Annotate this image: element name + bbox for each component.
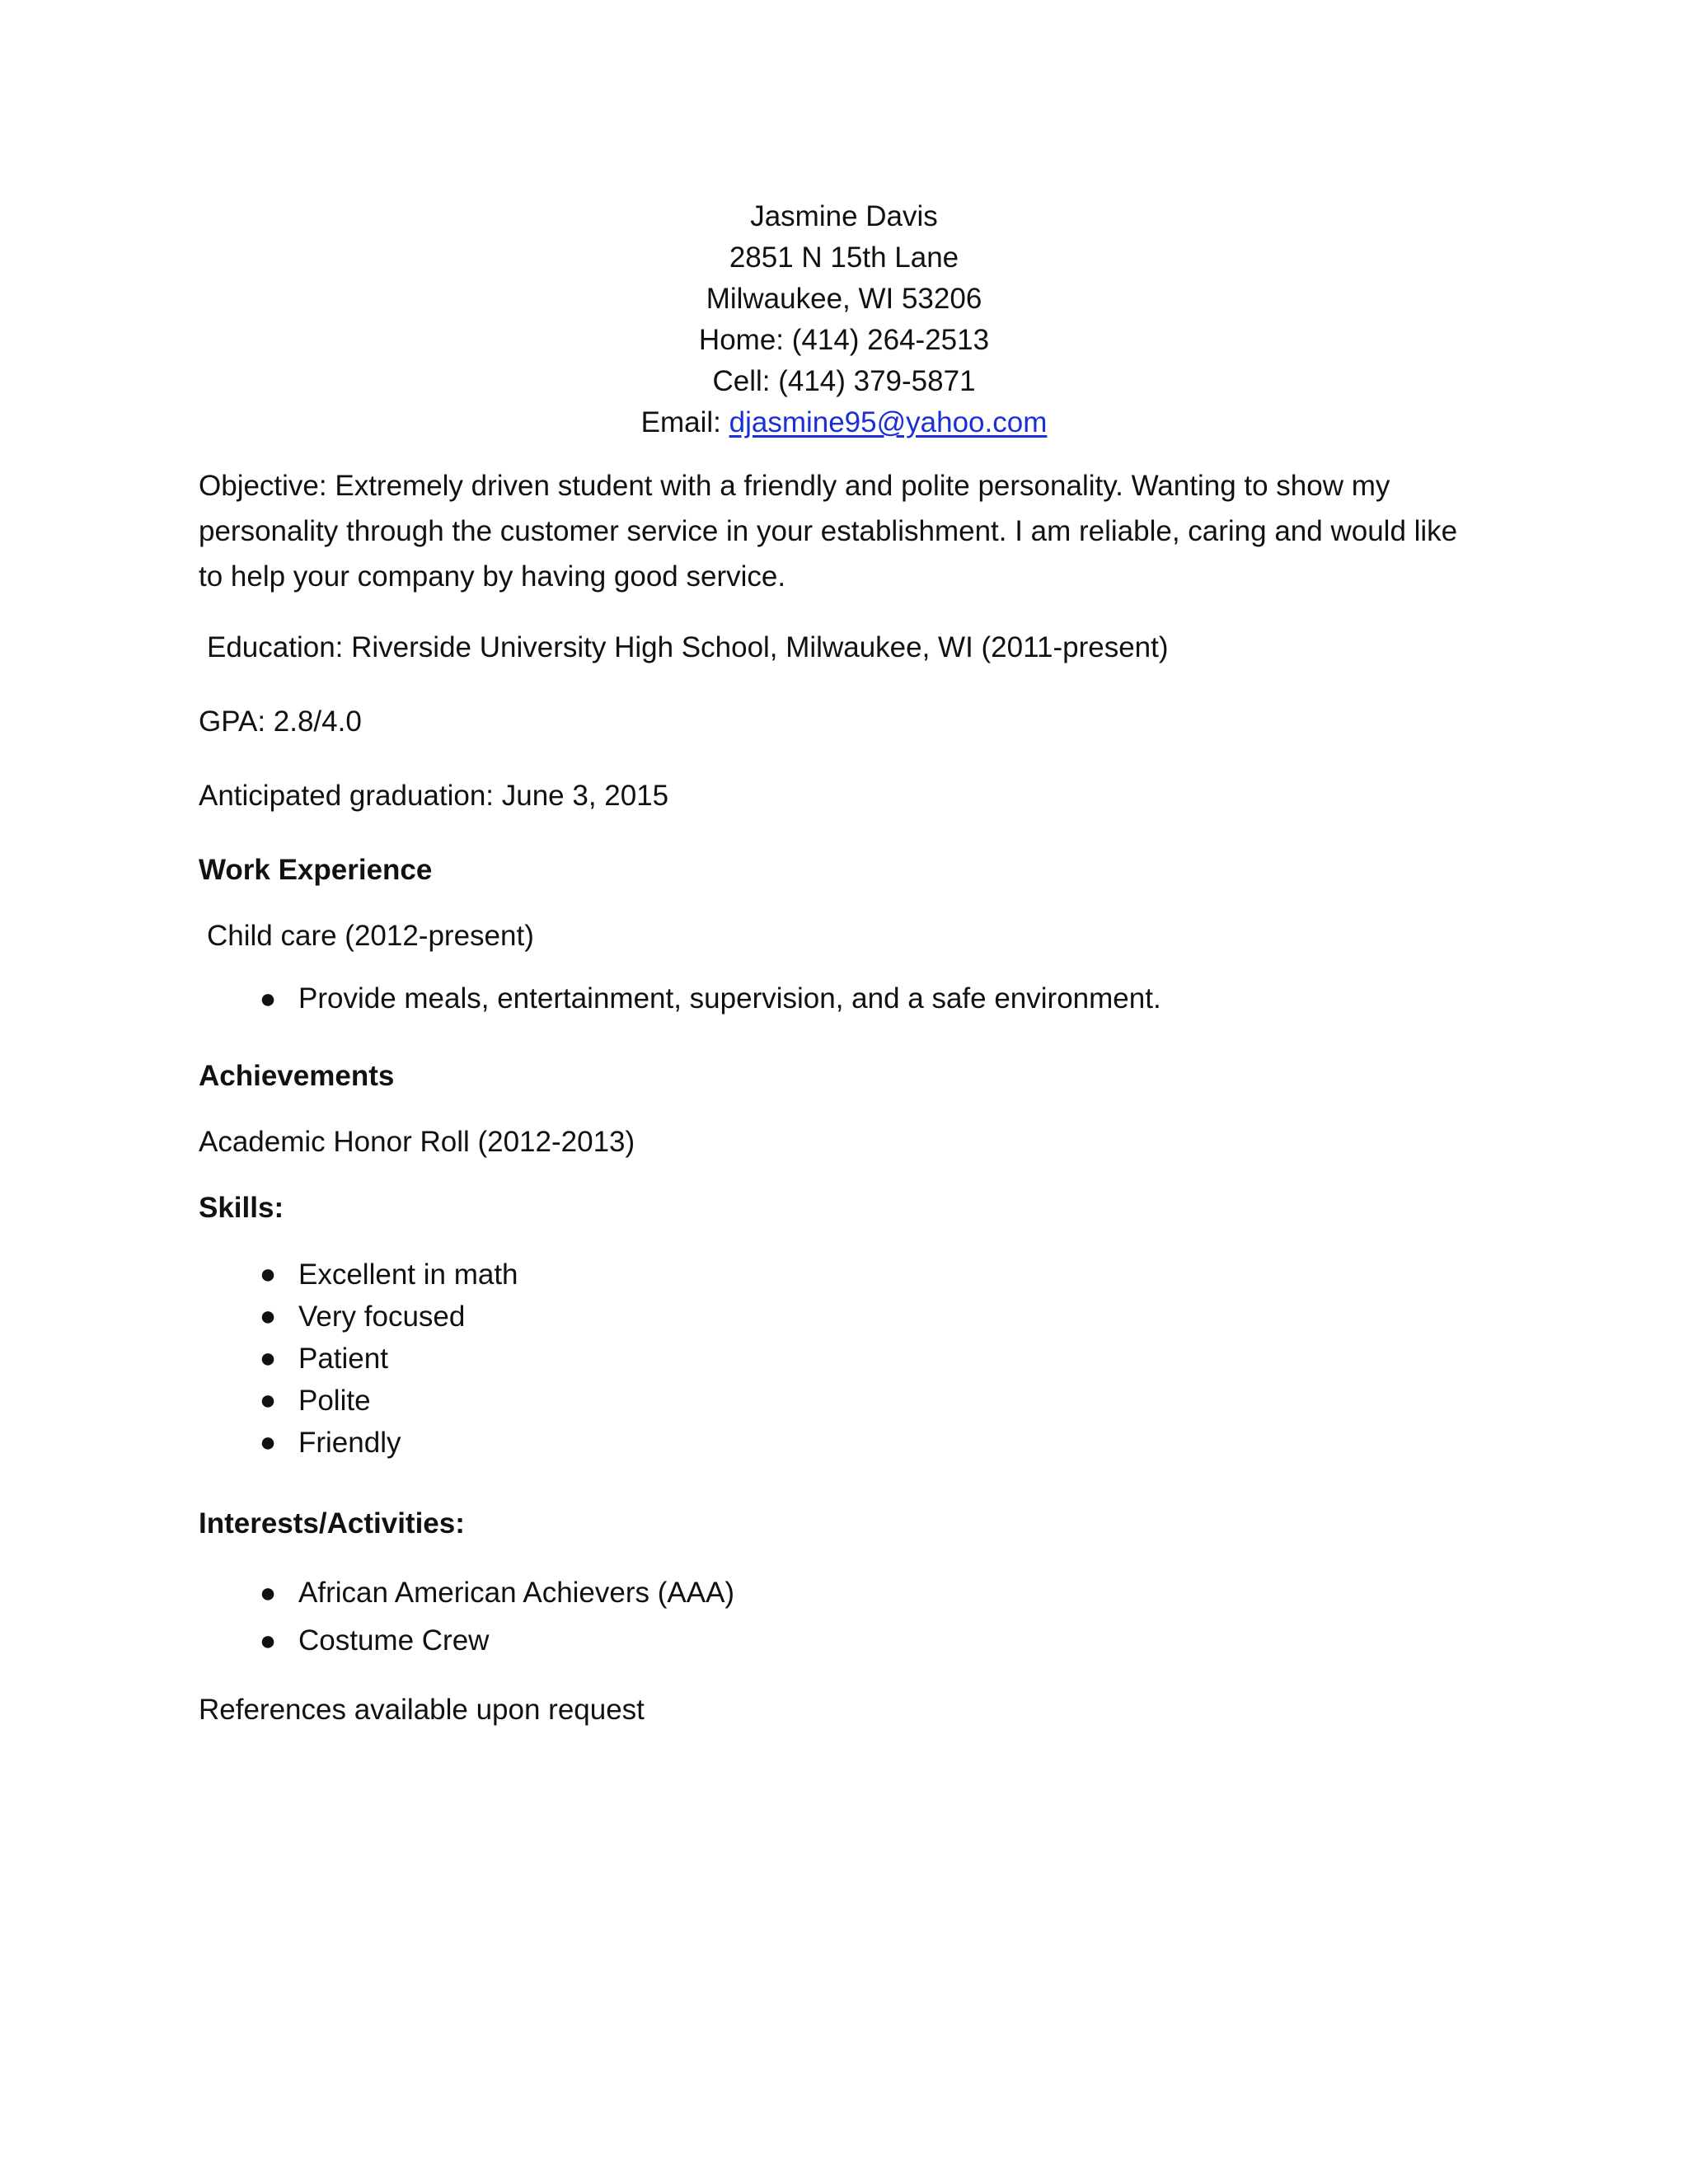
bullet-icon: ●: [259, 1301, 277, 1332]
email-label: Email:: [640, 406, 729, 438]
list-item: [199, 1380, 1489, 1422]
bullet-icon: ●: [259, 1427, 277, 1458]
contact-header: [199, 196, 1489, 443]
objective-paragraph: Objective: Extremely driven student with a friendly and polite personality. Wanting to show my personality through the customer service in your establishment. I am reliable, caring and would like to help your company by having good service.: [199, 470, 1458, 593]
bullet-icon: ●: [259, 1343, 277, 1374]
applicant-name: Jasmine Davis: [750, 200, 938, 232]
skill-text: Very focused: [298, 1301, 466, 1333]
graduation-line: Anticipated graduation: June 3, 2015: [199, 780, 669, 812]
skill-text: Patient: [298, 1343, 388, 1375]
references-line: References available upon request: [199, 1694, 645, 1726]
resume-content: [199, 196, 1489, 1764]
interests-heading: Interests/Activities:: [199, 1507, 465, 1540]
list-item: [199, 1296, 1489, 1338]
list-item: [199, 975, 1489, 1023]
city-state-zip: Milwaukee, WI 53206: [706, 283, 982, 315]
skill-text: Excellent in math: [298, 1258, 518, 1291]
skills-list: [199, 1254, 1489, 1464]
home-phone: Home: (414) 264-2513: [698, 324, 990, 356]
gpa-line: GPA: 2.8/4.0: [199, 705, 362, 738]
interest-text: African American Achievers (AAA): [298, 1577, 735, 1609]
list-item: [199, 1422, 1489, 1464]
list-item: [199, 1338, 1489, 1380]
bullet-icon: ●: [259, 983, 277, 1015]
bullet-icon: ●: [259, 1577, 277, 1609]
email-line: [199, 402, 1489, 443]
bullet-icon: ●: [259, 1258, 277, 1290]
list-item: [199, 1569, 1489, 1617]
education-line: Education: Riverside University High School, Milwaukee, WI (2011-present): [207, 631, 1169, 663]
bullet-icon: ●: [259, 1385, 277, 1416]
skill-text: Friendly: [298, 1427, 401, 1459]
achievement-item: Academic Honor Roll (2012-2013): [199, 1126, 635, 1158]
skills-heading: Skills:: [199, 1192, 284, 1224]
achievements-heading: Achievements: [199, 1060, 395, 1092]
interests-list: [199, 1569, 1489, 1665]
list-item: [199, 1617, 1489, 1665]
email-link[interactable]: djasmine95@yahoo.com: [729, 406, 1048, 438]
interest-text: Costume Crew: [298, 1624, 490, 1657]
skill-text: Polite: [298, 1385, 371, 1417]
street-address: 2851 N 15th Lane: [729, 241, 959, 274]
work-duties-list: [199, 975, 1489, 1023]
cell-phone: Cell: (414) 379-5871: [712, 365, 976, 397]
work-experience-heading: Work Experience: [199, 854, 433, 886]
job-title: Child care (2012-present): [207, 920, 534, 952]
bullet-icon: ●: [259, 1625, 277, 1657]
duty-text: Provide meals, entertainment, supervision, and a safe environment.: [298, 982, 1161, 1015]
list-item: [199, 1254, 1489, 1296]
